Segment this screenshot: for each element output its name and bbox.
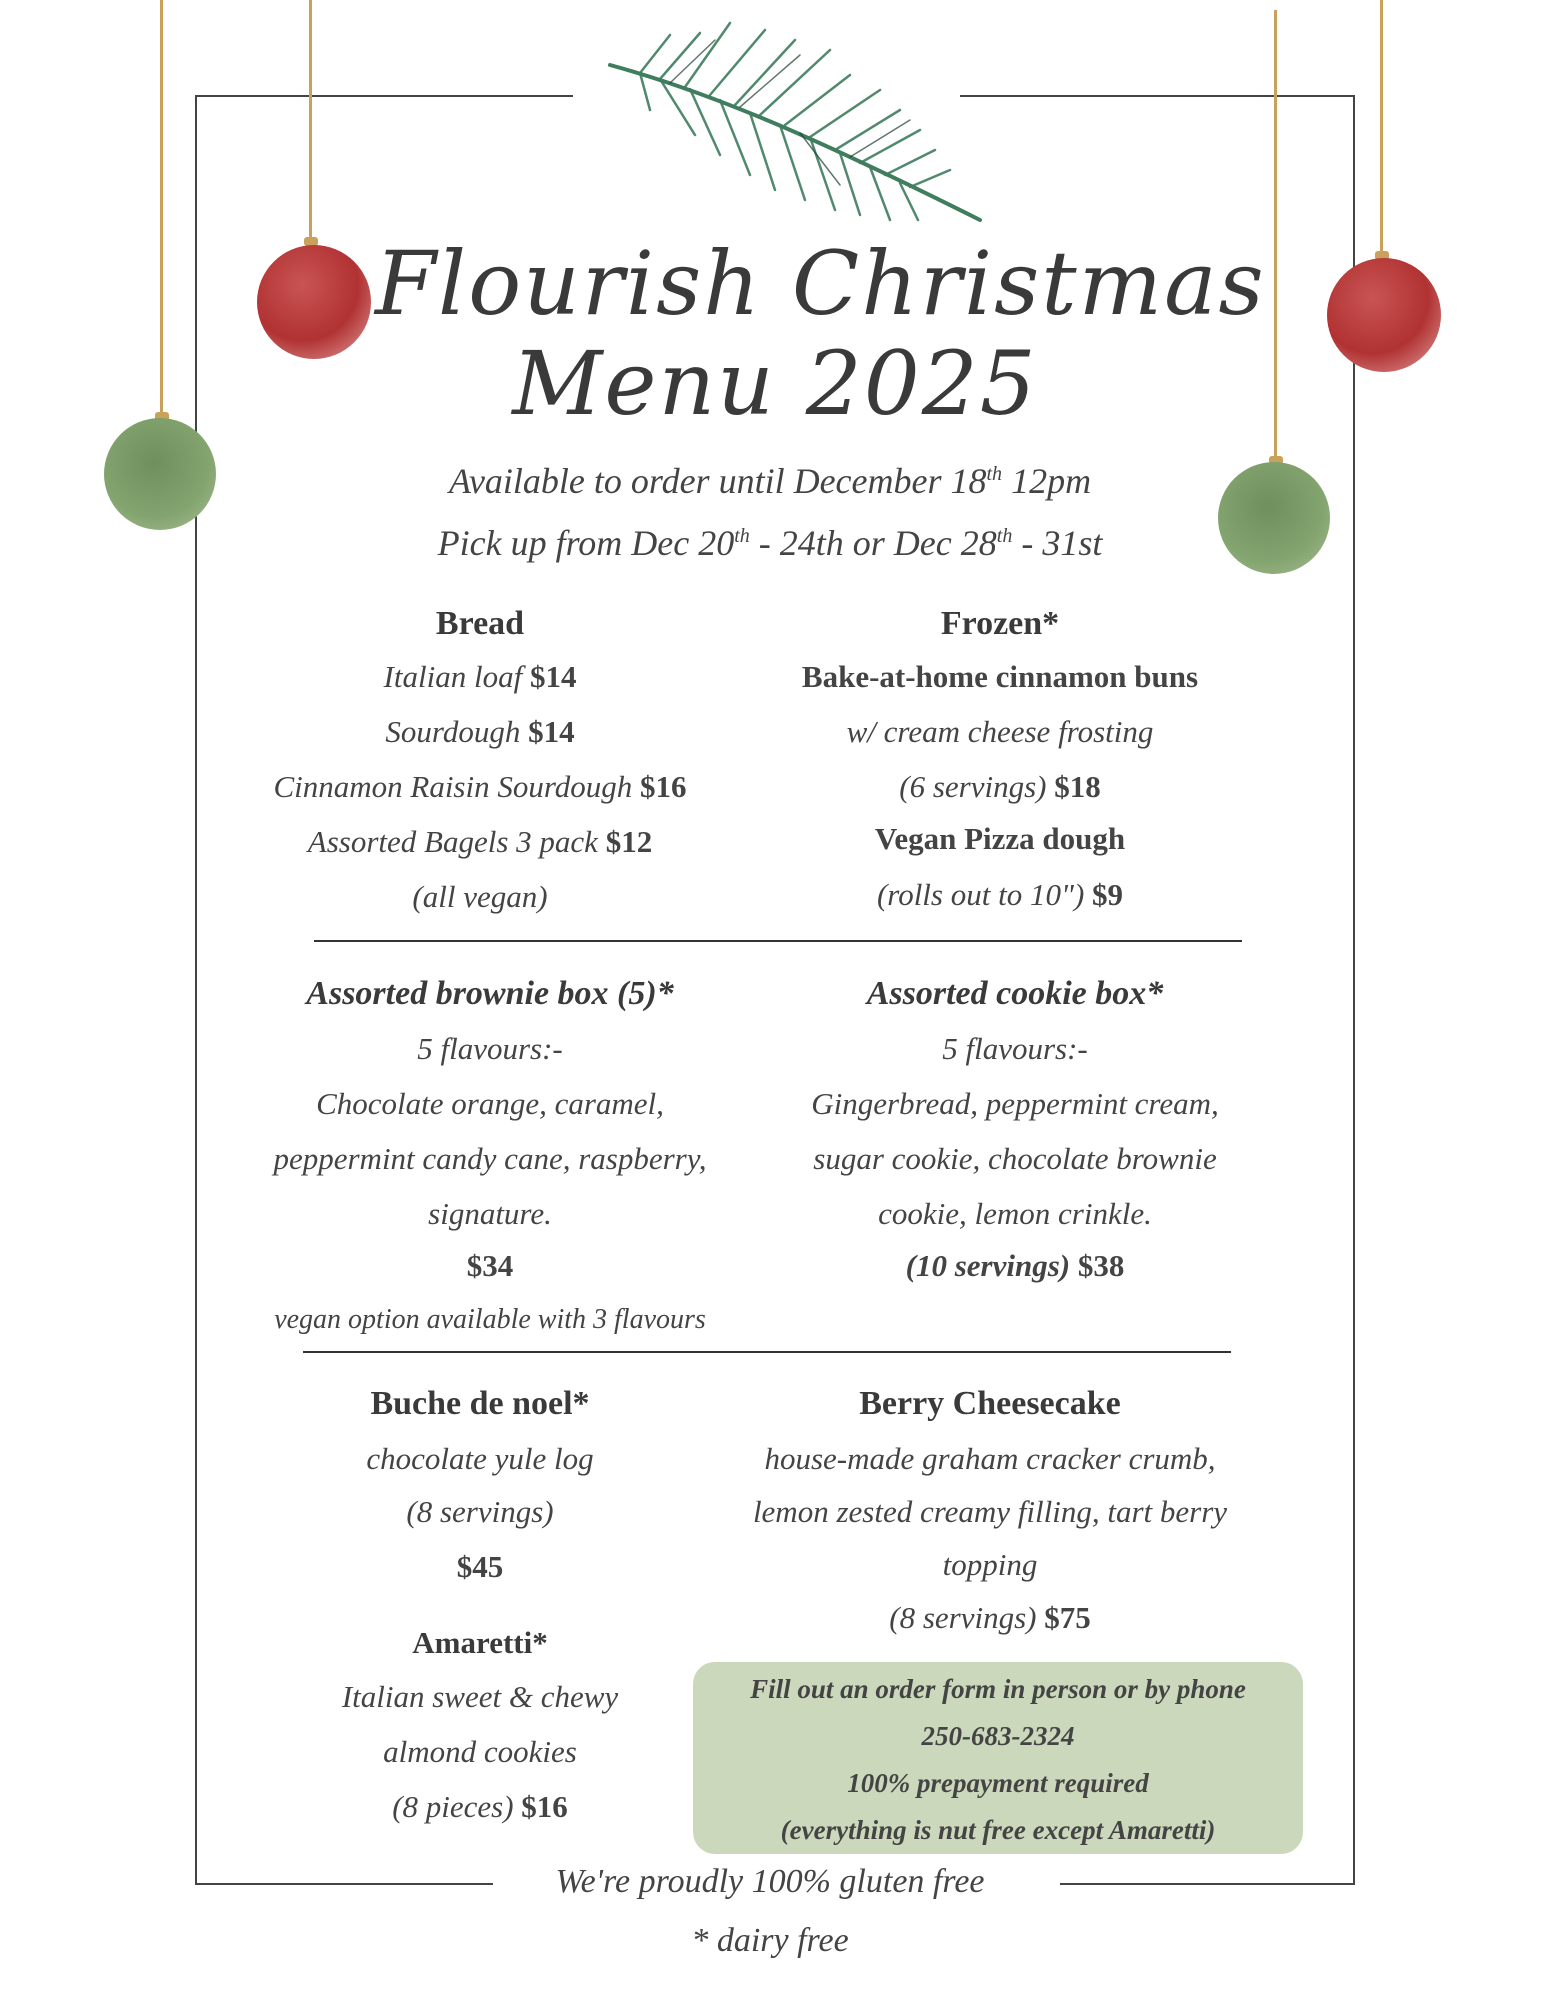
buche-servings: (8 servings) bbox=[406, 1494, 554, 1529]
servings-text: (10 servings) bbox=[905, 1248, 1071, 1283]
cookie-price bbox=[755, 1250, 1275, 1281]
price-text: $9 bbox=[1092, 877, 1124, 912]
cookie-section bbox=[755, 975, 1275, 1281]
bread-item-name: Assorted Bagels 3 pack bbox=[307, 824, 598, 859]
bread-item-price: $14 bbox=[529, 659, 577, 694]
brownie-vegan-note: vegan option available with 3 flavours bbox=[274, 1304, 706, 1335]
order-form-note: Fill out an order form in person or by phone bbox=[750, 1674, 1246, 1704]
pickup-mid: - 24th or Dec 28 bbox=[749, 523, 997, 563]
pickup-prefix: Pick up from Dec 20 bbox=[437, 523, 735, 563]
nut-free-note: (everything is nut free except Amaretti) bbox=[780, 1815, 1216, 1845]
brownie-heading: Assorted brownie box (5)* bbox=[306, 975, 674, 1012]
amaretti-price bbox=[220, 1791, 740, 1822]
amaretti-section bbox=[220, 1625, 740, 1822]
prepayment-note: 100% prepayment required bbox=[847, 1768, 1149, 1798]
pickup-sup-1: th bbox=[734, 525, 750, 547]
frozen-heading: Frozen* bbox=[940, 605, 1060, 642]
cookie-line: 5 flavours:- bbox=[942, 1031, 1088, 1066]
order-deadline-prefix: Available to order until December 18 bbox=[448, 461, 987, 501]
order-info-box bbox=[693, 1662, 1303, 1854]
cookie-line: sugar cookie, chocolate brownie bbox=[813, 1141, 1217, 1176]
brownie-section bbox=[230, 975, 750, 1334]
cookie-heading: Assorted cookie box* bbox=[866, 975, 1164, 1012]
buche-desc: chocolate yule log bbox=[366, 1441, 594, 1476]
servings-text: (6 servings) bbox=[899, 769, 1047, 804]
pickup-sup-2: th bbox=[996, 525, 1013, 547]
price-text: $38 bbox=[1077, 1248, 1125, 1283]
cinnamon-buns-name: Bake-at-home cinnamon buns bbox=[801, 659, 1199, 694]
frozen-section bbox=[740, 605, 1260, 910]
bread-item-name: Cinnamon Raisin Sourdough bbox=[273, 769, 633, 804]
cheesecake-section bbox=[720, 1385, 1260, 1633]
cheesecake-line: lemon zested creamy filling, tart berry bbox=[752, 1494, 1228, 1529]
bread-item bbox=[220, 771, 740, 826]
brownie-line: signature. bbox=[428, 1196, 552, 1231]
buche-price: $45 bbox=[456, 1549, 504, 1584]
pine-branch-icon bbox=[600, 15, 990, 225]
bread-item-price: $14 bbox=[528, 714, 575, 749]
pizza-dough-desc bbox=[740, 879, 1260, 910]
buche-heading: Buche de noel* bbox=[370, 1385, 590, 1422]
bread-note: (all vegan) bbox=[412, 879, 548, 914]
cinnamon-buns-servings bbox=[740, 771, 1260, 823]
bread-item-name: Italian loaf bbox=[383, 659, 530, 694]
section-divider-1 bbox=[314, 940, 1242, 942]
frame-top-left bbox=[195, 95, 573, 97]
order-deadline-sup: th bbox=[986, 463, 1003, 485]
price-text: $16 bbox=[521, 1789, 568, 1824]
title-line-2: Menu 2025 bbox=[512, 332, 1038, 435]
bread-item bbox=[220, 716, 740, 771]
red-ornament-icon bbox=[257, 245, 371, 359]
order-deadline-suffix: 12pm bbox=[1002, 461, 1092, 501]
pickup-suffix: - 31st bbox=[1012, 523, 1103, 563]
desc-text: (rolls out to 10") bbox=[876, 877, 1085, 912]
order-deadline bbox=[330, 460, 1210, 502]
ornament-string-right-green bbox=[1274, 10, 1277, 460]
frame-bottom-right bbox=[1060, 1883, 1355, 1885]
cookie-line: cookie, lemon crinkle. bbox=[878, 1196, 1152, 1231]
bread-item-name: Sourdough bbox=[385, 714, 521, 749]
bread-item-price: $12 bbox=[605, 824, 653, 859]
bread-section bbox=[220, 605, 740, 912]
pizza-dough-name: Vegan Pizza dough bbox=[874, 821, 1126, 856]
frame-top-right bbox=[960, 95, 1355, 97]
gluten-free-note: We're proudly 100% gluten free bbox=[555, 1863, 985, 1900]
cheesecake-line: house-made graham cracker crumb, bbox=[764, 1441, 1216, 1476]
title-line-1: Flourish Christmas bbox=[375, 232, 1266, 335]
cinnamon-buns-desc: w/ cream cheese frosting bbox=[846, 714, 1154, 749]
brownie-line: 5 flavours:- bbox=[417, 1031, 563, 1066]
amaretti-heading: Amaretti* bbox=[412, 1625, 548, 1660]
frame-bottom-left bbox=[195, 1883, 493, 1885]
page-title bbox=[375, 232, 1266, 435]
ornament-string-left-red bbox=[309, 0, 312, 240]
amaretti-line: Italian sweet & chewy bbox=[341, 1679, 619, 1714]
brownie-price: $34 bbox=[466, 1248, 514, 1283]
green-ornament-right-icon bbox=[1218, 462, 1330, 574]
cheesecake-heading: Berry Cheesecake bbox=[859, 1385, 1121, 1422]
cheesecake-line: topping bbox=[942, 1547, 1038, 1582]
bread-item-price: $16 bbox=[640, 769, 687, 804]
buche-section bbox=[220, 1385, 740, 1582]
price-text: $18 bbox=[1054, 769, 1101, 804]
bread-item bbox=[220, 826, 740, 881]
brownie-line: peppermint candy cane, raspberry, bbox=[273, 1141, 707, 1176]
price-text: $75 bbox=[1044, 1600, 1091, 1635]
red-ornament-right-icon bbox=[1327, 258, 1441, 372]
cookie-line: Gingerbread, peppermint cream, bbox=[811, 1086, 1219, 1121]
servings-text: (8 servings) bbox=[889, 1600, 1037, 1635]
ornament-string-right-red bbox=[1380, 0, 1383, 255]
pieces-text: (8 pieces) bbox=[392, 1789, 514, 1824]
green-ornament-icon bbox=[104, 418, 216, 530]
pickup-dates bbox=[330, 522, 1210, 564]
cheesecake-price bbox=[720, 1602, 1260, 1633]
ornament-string-left-green bbox=[160, 0, 163, 415]
brownie-line: Chocolate orange, caramel, bbox=[316, 1086, 664, 1121]
section-divider-2 bbox=[303, 1351, 1231, 1353]
bread-item bbox=[220, 661, 740, 716]
frame-left bbox=[195, 95, 197, 1885]
phone-number: 250-683-2324 bbox=[921, 1721, 1075, 1751]
bread-heading: Bread bbox=[435, 605, 525, 642]
amaretti-line: almond cookies bbox=[383, 1734, 577, 1769]
dairy-free-note: * dairy free bbox=[691, 1922, 849, 1959]
